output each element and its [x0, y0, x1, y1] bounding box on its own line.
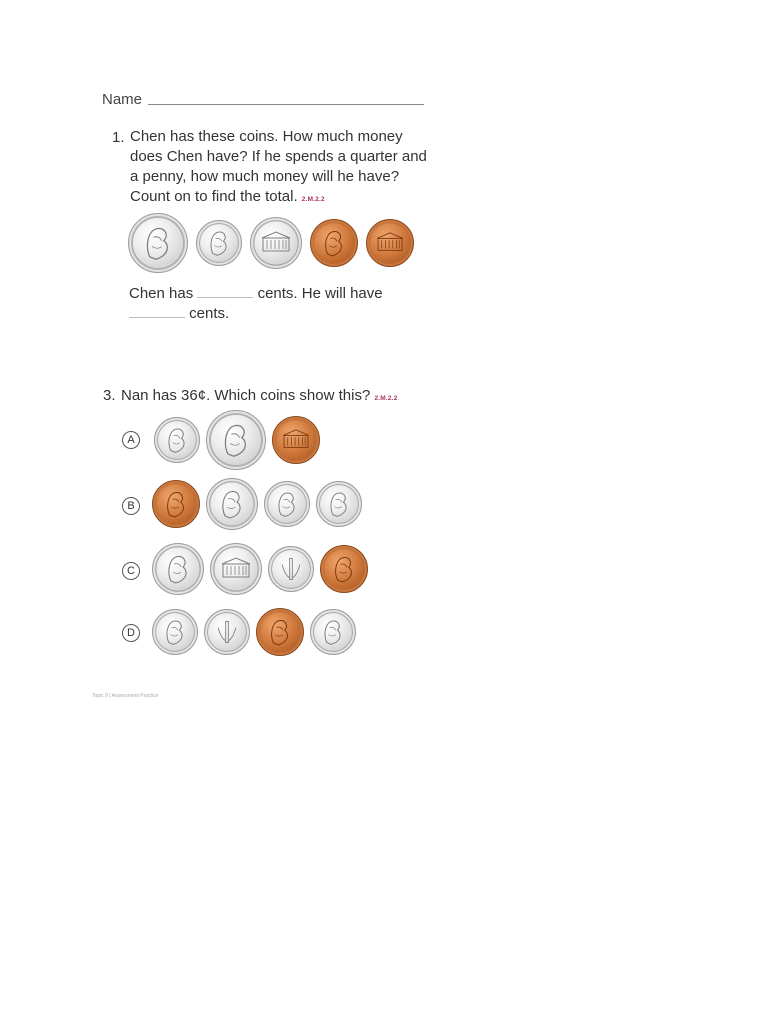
dime-tails-coin-icon	[204, 609, 250, 655]
quarter-heads-coin-icon	[128, 213, 188, 273]
choice-c-bubble[interactable]: C	[122, 562, 140, 580]
nickel-tails-coin-icon	[250, 217, 302, 269]
name-label: Name	[102, 91, 143, 108]
answer-blank-remaining[interactable]	[129, 317, 185, 318]
dime-heads-coin-icon	[316, 481, 362, 527]
dime-tails-coin-icon	[268, 546, 314, 592]
name-line[interactable]	[148, 104, 424, 105]
question-1-number: 1.	[112, 129, 125, 146]
choice-d-bubble[interactable]: D	[122, 624, 140, 642]
question-1-text	[130, 127, 427, 210]
dime-heads-coin-icon	[196, 220, 242, 266]
dime-heads-coin-icon	[152, 609, 198, 655]
answer-text: Chen has	[129, 285, 194, 302]
answer-text: cents.	[189, 305, 230, 322]
penny-heads-coin-icon	[256, 608, 304, 656]
quarter-heads-coin-icon	[206, 410, 266, 470]
nickel-tails-coin-icon	[210, 543, 262, 595]
question-1-line: Chen has these coins. How much money	[130, 128, 403, 145]
dime-heads-coin-icon	[310, 609, 356, 655]
penny-heads-coin-icon	[152, 480, 200, 528]
standard-code: 2.M.2.2	[301, 196, 325, 203]
question-3-text: Nan has 36¢. Which coins show this? 2.M.2.2	[121, 387, 398, 404]
penny-heads-coin-icon	[310, 219, 358, 267]
choice-c-coins	[152, 543, 374, 595]
answer-blank-total[interactable]	[197, 297, 253, 298]
question-1-line: a penny, how much money will he have?	[130, 168, 400, 185]
page-footer: Topic 9 | Assessment Practice	[92, 693, 159, 699]
question-1-coins	[128, 213, 422, 273]
choice-d-coins	[152, 608, 362, 656]
question-1-answer	[129, 284, 383, 324]
choice-b-coins	[152, 478, 368, 530]
penny-heads-coin-icon	[320, 545, 368, 593]
question-3-number: 3.	[103, 387, 116, 404]
dime-heads-coin-icon	[264, 481, 310, 527]
choice-b-bubble[interactable]: B	[122, 497, 140, 515]
question-1-line: Count on to find the total. 2.M.2.2	[130, 188, 325, 205]
standard-code: 2.M.2.2	[374, 395, 398, 402]
penny-tails-coin-icon	[366, 219, 414, 267]
nickel-heads-coin-icon	[206, 478, 258, 530]
nickel-heads-coin-icon	[152, 543, 204, 595]
answer-text: cents. He will have	[257, 285, 383, 302]
question-1-line: does Chen have? If he spends a quarter and	[130, 148, 427, 165]
choice-a-coins	[154, 410, 326, 470]
penny-tails-coin-icon	[272, 416, 320, 464]
choice-a-bubble[interactable]: A	[122, 431, 140, 449]
dime-heads-coin-icon	[154, 417, 200, 463]
